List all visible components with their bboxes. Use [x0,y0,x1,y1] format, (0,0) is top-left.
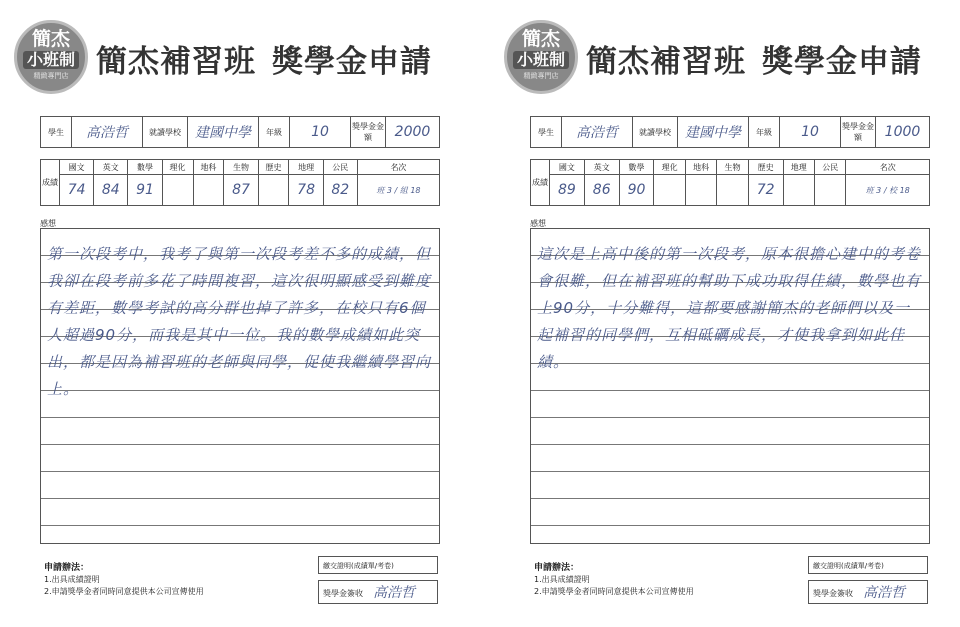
student-value: 高浩哲 [562,117,633,148]
grade-value [685,175,716,206]
essay-label: 感想 [530,219,546,228]
grade-header: 數學 [128,160,162,175]
form-title [586,36,922,81]
grades-row-label: 成績 [531,160,550,206]
grade-header: 數學 [619,160,654,175]
grade-value: 82 [323,175,357,206]
title-text: 簡杰補習班 [96,44,256,80]
notes-title: 申請辦法： [44,563,90,573]
logo-line2: 小班制 [513,51,569,69]
grade-value: 87 [224,175,258,206]
notes-item: 2.申請獎學金者同時同意提供本公司宣傳使用 [534,587,694,596]
application-notes [44,562,204,598]
school-value: 建國中學 [678,117,749,148]
grade-header: 地理 [783,160,814,175]
application-form-right [490,0,960,627]
grade-header: 公民 [815,160,846,175]
logo-line3: 精緻專門店 [33,72,69,80]
grade-header: 地科 [193,160,224,175]
grade-value [717,175,748,206]
grade-value: 89 [550,175,585,206]
brand-logo [504,20,578,94]
essay-label: 感想 [40,219,56,228]
grade-header: 地科 [685,160,716,175]
application-notes [534,562,694,598]
essay-box [530,228,930,544]
notes-item: 2.申請獎學金者同時同意提供本公司宣傳使用 [44,587,204,596]
grade-header: 英文 [584,160,619,175]
grade-header: 國文 [60,160,94,175]
grade-value [258,175,289,206]
grade-value: 10 [290,117,351,148]
amount-label: 獎學金金額 [841,117,876,148]
signature-label: 獎學金簽收 [813,589,853,598]
grade-header: 公民 [323,160,357,175]
grades-table [40,159,440,206]
grade-value [162,175,193,206]
grade-value: 84 [94,175,128,206]
student-info-table [40,116,440,148]
grade-value: 72 [748,175,783,206]
school-value: 建國中學 [188,117,259,148]
grade-value: 10 [780,117,841,148]
signature-box [318,580,438,604]
grade-value [815,175,846,206]
logo-line1: 簡杰 [31,28,70,50]
logo-line1: 簡杰 [521,28,560,50]
grade-header: 國文 [550,160,585,175]
amount-value: 1000 [876,117,930,148]
subtitle-text: 獎學金申請 [272,44,432,80]
application-form-left [0,0,470,627]
amount-label: 獎學金金額 [351,117,386,148]
notes-item: 1.出具成績證明 [534,575,590,584]
form-title [96,36,432,81]
grade-header: 生物 [717,160,748,175]
grade-header: 英文 [94,160,128,175]
subtitle-text: 獎學金申請 [762,44,922,80]
essay-text: 這次是上高中後的第一次段考，原本很擔心建中的考卷會很難，但在補習班的幫助下成功取得佳績，數學也有上90分，十分難得，這都要感謝簡杰的老師們以及一起補習的同學們，互相砥礪成長，才使我拿到如此佳績。 [537,245,922,371]
brand-logo [14,20,88,94]
grade-value: 86 [584,175,619,206]
student-label: 學生 [41,117,72,148]
grade-header: 地理 [289,160,323,175]
proof-box: 繳交證明(成績單/考卷) [318,556,438,574]
signature-value: 高浩哲 [863,585,905,601]
grade-label: 年級 [259,117,290,148]
logo-line2: 小班制 [23,51,79,69]
student-value: 高浩哲 [72,117,143,148]
rank-value: 班 3 / 校 18 [846,175,930,206]
school-label: 就讀學校 [633,117,678,148]
signature-box [808,580,928,604]
notes-item: 1.出具成績證明 [44,575,100,584]
grade-header: 名次 [357,160,439,175]
rank-value: 班 3 / 組 18 [357,175,439,206]
grade-header: 理化 [654,160,685,175]
grade-value: 90 [619,175,654,206]
grade-value: 78 [289,175,323,206]
amount-value: 2000 [386,117,440,148]
grade-value [783,175,814,206]
essay-box [40,228,440,544]
signature-label: 獎學金簽收 [323,589,363,598]
grade-header: 名次 [846,160,930,175]
grade-header: 歷史 [258,160,289,175]
grade-value [193,175,224,206]
logo-line3: 精緻專門店 [523,72,559,80]
grade-header: 生物 [224,160,258,175]
essay-text: 第一次段考中，我考了與第一次段考差不多的成績，但我卻在段考前多花了時間複習，這次很明顯感受到難度有差距，數學考試的高分群也掉了許多，在校只有6個人超過90分，而我是其中一位。我的數學成績如此突出，都是因為補習班的老師與同學，促使我繼續學習向上。 [47,245,432,398]
proof-box: 繳交證明(成績單/考卷) [808,556,928,574]
grade-header: 歷史 [748,160,783,175]
title-text: 簡杰補習班 [586,44,746,80]
student-label: 學生 [531,117,562,148]
grade-value: 74 [60,175,94,206]
student-info-table [530,116,930,148]
signature-value: 高浩哲 [373,585,415,601]
grades-row-label: 成績 [41,160,60,206]
notes-title: 申請辦法： [534,563,580,573]
grade-value: 91 [128,175,162,206]
grade-value [654,175,685,206]
grade-header: 理化 [162,160,193,175]
school-label: 就讀學校 [143,117,188,148]
grades-table [530,159,930,206]
grade-label: 年級 [749,117,780,148]
